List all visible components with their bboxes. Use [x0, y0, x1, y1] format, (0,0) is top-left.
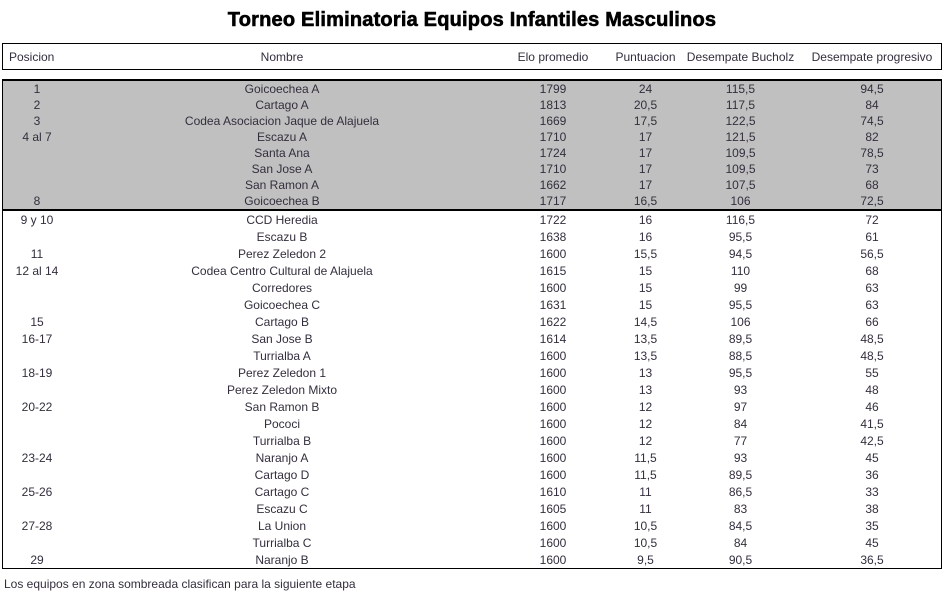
cell-puntuacion: 20,5: [633, 98, 658, 112]
cell-progresivo: 78,5: [860, 146, 884, 160]
table-row: [3, 466, 941, 483]
cell-progresivo: 41,5: [860, 416, 884, 431]
table-row: [3, 534, 941, 551]
column-header-nombre: Nombre: [260, 49, 304, 64]
cell-bucholz: 121,5: [725, 130, 756, 144]
cell-progresivo: 33: [865, 484, 879, 499]
cell-progresivo: 48,5: [860, 348, 884, 363]
cell-bucholz: 110: [730, 263, 751, 278]
table-row: [3, 551, 941, 568]
cell-bucholz: 109,5: [725, 146, 756, 160]
cell-bucholz: 84: [733, 416, 748, 431]
cell-nombre: La Union: [257, 518, 307, 533]
cell-bucholz: 84: [733, 535, 748, 550]
cell-bucholz: 107,5: [725, 178, 756, 192]
cell-posicion: 23-24: [21, 450, 53, 465]
cell-elo: 1600: [539, 382, 567, 397]
cell-progresivo: 61: [865, 229, 879, 244]
cell-progresivo: 48: [865, 382, 879, 397]
cell-bucholz: 83: [733, 501, 748, 516]
table-row: [3, 500, 941, 517]
cell-nombre: Codea Asociacion Jaque de Alajuela: [184, 114, 380, 128]
cell-progresivo: 63: [865, 280, 879, 295]
cell-elo: 1722: [539, 212, 567, 227]
cell-nombre: Cartago D: [254, 467, 310, 482]
cell-nombre: San Ramon B: [244, 399, 320, 414]
footer-note: Los equipos en zona sombreada clasifican para la siguiente etapa: [4, 577, 356, 591]
non-qualified-section: [3, 211, 941, 568]
cell-nombre: Codea Centro Cultural de Alajuela: [191, 263, 373, 278]
cell-bucholz: 95,5: [728, 297, 753, 312]
column-header-elo: Elo promedio: [517, 49, 589, 64]
cell-elo: 1717: [539, 194, 567, 208]
table-row: [3, 129, 941, 145]
cell-progresivo: 68: [865, 263, 879, 278]
cell-nombre: Cartago B: [254, 314, 310, 329]
cell-posicion: 8: [33, 194, 41, 208]
column-header-posicion: Posicion: [9, 49, 55, 64]
cell-progresivo: 82: [865, 130, 879, 144]
cell-elo: 1600: [539, 348, 567, 363]
cell-bucholz: 89,5: [728, 467, 753, 482]
table-row: [3, 449, 941, 466]
table-row: [3, 279, 941, 296]
cell-bucholz: 90,5: [728, 552, 753, 567]
cell-bucholz: 94,5: [728, 246, 753, 261]
table-row: [3, 193, 941, 209]
table-row: [3, 97, 941, 113]
cell-elo: 1600: [539, 433, 567, 448]
cell-puntuacion: 17: [638, 130, 653, 144]
cell-posicion: 25-26: [21, 484, 53, 499]
cell-elo: 1600: [539, 467, 567, 482]
cell-bucholz: 93: [733, 450, 748, 465]
table-row: [3, 432, 941, 449]
cell-bucholz: 93: [733, 382, 748, 397]
cell-nombre: Turrialba C: [252, 535, 312, 550]
cell-elo: 1813: [539, 98, 567, 112]
cell-nombre: Perez Zeledon Mixto: [226, 382, 338, 397]
cell-bucholz: 84,5: [728, 518, 753, 533]
cell-puntuacion: 13,5: [633, 331, 658, 346]
cell-progresivo: 35: [865, 518, 879, 533]
cell-nombre: Santa Ana: [254, 146, 310, 160]
cell-bucholz: 95,5: [728, 365, 753, 380]
cell-nombre: Pococi: [263, 416, 301, 431]
cell-posicion: 9 y 10: [20, 212, 54, 227]
cell-puntuacion: 12: [638, 433, 653, 448]
cell-puntuacion: 13,5: [633, 348, 658, 363]
cell-elo: 1600: [539, 365, 567, 380]
cell-nombre: Goicoechea A: [244, 82, 320, 96]
cell-progresivo: 84: [865, 98, 879, 112]
cell-puntuacion: 9,5: [637, 552, 654, 567]
table-row: [3, 347, 941, 364]
cell-posicion: 29: [30, 552, 44, 567]
cell-progresivo: 68: [865, 178, 879, 192]
cell-nombre: Perez Zeledon 1: [237, 365, 327, 380]
cell-puntuacion: 16: [638, 212, 653, 227]
cell-progresivo: 48,5: [860, 331, 884, 346]
cell-progresivo: 63: [865, 297, 879, 312]
cell-bucholz: 115,5: [725, 82, 756, 96]
cell-elo: 1600: [539, 280, 567, 295]
table-row: [3, 517, 941, 534]
cell-bucholz: 106: [730, 194, 751, 208]
table-row: [3, 483, 941, 500]
cell-elo: 1600: [539, 416, 567, 431]
cell-elo: 1600: [539, 552, 567, 567]
cell-nombre: Perez Zeledon 2: [237, 246, 327, 261]
cell-elo: 1610: [539, 484, 567, 499]
cell-elo: 1631: [539, 297, 567, 312]
table-row: [3, 161, 941, 177]
cell-puntuacion: 10,5: [633, 535, 658, 550]
cell-puntuacion: 10,5: [633, 518, 658, 533]
cell-progresivo: 45: [865, 535, 879, 550]
table-row: [3, 381, 941, 398]
table-row: [3, 262, 941, 279]
cell-puntuacion: 13: [638, 382, 653, 397]
table-row: [3, 113, 941, 129]
cell-puntuacion: 15,5: [633, 246, 658, 261]
cell-posicion: 2: [33, 98, 41, 112]
cell-progresivo: 36: [865, 467, 879, 482]
table-row: [3, 398, 941, 415]
cell-progresivo: 55: [865, 365, 879, 380]
cell-puntuacion: 15: [638, 297, 653, 312]
table-row: [3, 364, 941, 381]
cell-progresivo: 56,5: [860, 246, 884, 261]
cell-elo: 1710: [539, 162, 567, 176]
cell-puntuacion: 11,5: [634, 450, 657, 465]
cell-puntuacion: 15: [638, 280, 653, 295]
cell-progresivo: 45: [865, 450, 879, 465]
cell-nombre: CCD Heredia: [246, 212, 318, 227]
cell-bucholz: 86,5: [728, 484, 753, 499]
table-header-row: [2, 43, 942, 70]
column-header-puntuacion: Puntuacion: [615, 49, 676, 64]
table-body: [2, 79, 942, 569]
cell-bucholz: 99: [733, 280, 748, 295]
table-row: [3, 313, 941, 330]
cell-progresivo: 94,5: [860, 82, 884, 96]
cell-puntuacion: 17: [638, 146, 653, 160]
cell-progresivo: 73: [865, 162, 879, 176]
cell-elo: 1638: [539, 229, 567, 244]
cell-elo: 1662: [539, 178, 567, 192]
cell-posicion: 11: [30, 246, 44, 261]
cell-progresivo: 38: [865, 501, 879, 516]
table-row: [3, 211, 941, 228]
cell-posicion: 1: [33, 82, 41, 96]
cell-puntuacion: 14,5: [633, 314, 658, 329]
table-row: [3, 330, 941, 347]
cell-elo: 1615: [539, 263, 567, 278]
qualified-shaded-section: [3, 81, 941, 211]
cell-nombre: Naranjo A: [255, 450, 309, 465]
cell-nombre: Cartago A: [255, 98, 309, 112]
cell-progresivo: 72: [865, 212, 879, 227]
cell-progresivo: 74,5: [860, 114, 884, 128]
cell-posicion: 4 al 7: [22, 130, 52, 144]
page-title: Torneo Eliminatoria Equipos Infantiles Masculinos: [227, 9, 717, 31]
cell-nombre: San Jose A: [251, 162, 313, 176]
cell-nombre: Escazu C: [256, 501, 308, 516]
table-row: [3, 245, 941, 262]
cell-nombre: Turrialba A: [253, 348, 311, 363]
cell-nombre: Turrialba B: [252, 433, 312, 448]
cell-progresivo: 36,5: [860, 552, 884, 567]
cell-puntuacion: 15: [638, 263, 653, 278]
cell-bucholz: 88,5: [728, 348, 753, 363]
table-row: [3, 415, 941, 432]
cell-bucholz: 77: [733, 433, 748, 448]
cell-elo: 1600: [539, 399, 567, 414]
cell-puntuacion: 16,5: [633, 194, 658, 208]
cell-bucholz: 89,5: [728, 331, 753, 346]
cell-elo: 1614: [539, 331, 567, 346]
cell-elo: 1600: [539, 518, 567, 533]
cell-bucholz: 109,5: [725, 162, 756, 176]
cell-progresivo: 72,5: [860, 194, 884, 208]
cell-nombre: Goicoechea B: [244, 194, 320, 208]
cell-posicion: 27-28: [21, 518, 53, 533]
cell-puntuacion: 12: [638, 399, 653, 414]
column-header-bucholz: Desempate Bucholz: [686, 49, 795, 64]
cell-posicion: 12 al 14: [15, 263, 59, 278]
cell-puntuacion: 12: [638, 416, 653, 431]
cell-elo: 1600: [539, 246, 567, 261]
cell-elo: 1600: [539, 535, 567, 550]
cell-puntuacion: 11: [639, 484, 652, 499]
cell-bucholz: 97: [733, 399, 748, 414]
cell-bucholz: 116,5: [725, 212, 756, 227]
cell-puntuacion: 11,5: [634, 467, 657, 482]
table-row: [3, 228, 941, 245]
cell-posicion: 20-22: [21, 399, 53, 414]
cell-posicion: 18-19: [21, 365, 53, 380]
cell-puntuacion: 17: [638, 178, 653, 192]
cell-puntuacion: 17,5: [633, 114, 658, 128]
cell-posicion: 3: [33, 114, 41, 128]
cell-nombre: Goicoechea C: [243, 297, 321, 312]
cell-progresivo: 66: [865, 314, 879, 329]
cell-bucholz: 117,5: [725, 98, 756, 112]
cell-nombre: Corredores: [251, 280, 313, 295]
cell-bucholz: 106: [730, 314, 751, 329]
cell-elo: 1724: [539, 146, 567, 160]
table-row: [3, 81, 941, 97]
cell-bucholz: 95,5: [728, 229, 753, 244]
cell-nombre: Naranjo B: [255, 552, 309, 567]
cell-bucholz: 122,5: [725, 114, 756, 128]
cell-progresivo: 42,5: [860, 433, 884, 448]
column-header-progresivo: Desempate progresivo: [811, 49, 933, 64]
cell-elo: 1600: [539, 450, 567, 465]
cell-elo: 1799: [539, 82, 567, 96]
table-row: [3, 145, 941, 161]
cell-puntuacion: 17: [638, 162, 653, 176]
cell-elo: 1710: [539, 130, 567, 144]
cell-posicion: 15: [30, 314, 44, 329]
cell-elo: 1669: [539, 114, 567, 128]
cell-nombre: Escazu A: [256, 130, 308, 144]
cell-progresivo: 46: [865, 399, 879, 414]
table-row: [3, 296, 941, 313]
cell-puntuacion: 13: [638, 365, 653, 380]
cell-puntuacion: 24: [638, 82, 653, 96]
cell-puntuacion: 11: [639, 501, 652, 516]
cell-nombre: San Jose B: [251, 331, 313, 346]
cell-elo: 1622: [539, 314, 567, 329]
cell-elo: 1605: [539, 501, 567, 516]
cell-nombre: San Ramon A: [244, 178, 320, 192]
cell-nombre: Escazu B: [256, 229, 308, 244]
standings-table: [2, 43, 942, 569]
cell-puntuacion: 16: [638, 229, 653, 244]
cell-posicion: 16-17: [21, 331, 53, 346]
header-body-gap: [2, 70, 942, 79]
table-row: [3, 177, 941, 193]
cell-nombre: Cartago C: [254, 484, 310, 499]
